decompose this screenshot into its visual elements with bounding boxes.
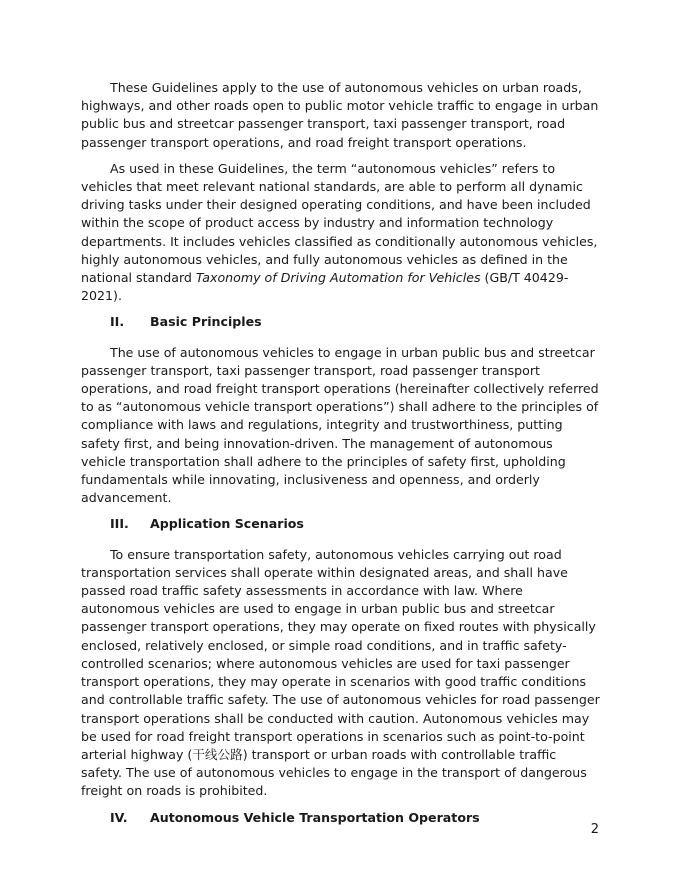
standard-title: Taxonomy of Driving Automation for Vehicles: [195, 270, 481, 286]
definition-paragraph: [81, 160, 601, 306]
section-title: Autonomous Vehicle Transportation Operators: [150, 809, 480, 825]
basic-principles-paragraph: The use of autonomous vehicles to engage in urban public bus and streetcar passenger transport, taxi passenger transport, road passenger transport operations, and road freight transport operations (hereinafter collectively referred to as “autonomous vehicle transport operations”) shall adhere to the principles of compliance with laws and regulations, integrity and trustworthiness, putting safety first, and being innovation-driven. The management of autonomous vehicle transportation shall adhere to the principles of safety first, upholding fundamentals while innovating, inclusiveness and openness, and orderly advancement.: [81, 344, 599, 506]
section-number: II.: [110, 314, 125, 330]
section-number: IV.: [110, 809, 128, 825]
application-scenarios-paragraph: To ensure transportation safety, autonomous vehicles carrying out road transportation services shall operate within designated areas, and shall have passed road traffic safety assessments in accordance with law. Where autonomous vehicles are used to engage in urban public bus and streetcar passenger transport operations, they may operate on fixed routes with physically enclosed, relatively enclosed, or simple road conditions, and in traffic safety-controlled scenarios; where autonomous vehicles are used for taxi passenger transport operations, they may operate in scenarios with good traffic conditions and controllable traffic safety. The use of autonomous vehicles for road passenger transport operations shall be conducted with caution. Autonomous vehicles may be used for road freight transport operations in scenarios such as point-to-point arterial highway (干线公路) transport or urban roads with controllable traffic safety. The use of autonomous vehicles to engage in the transport of dangerous freight on roads is prohibited.: [81, 546, 600, 799]
section-heading-basic-principles: [110, 313, 601, 331]
section-heading-operators: [110, 809, 601, 827]
page-number: 2: [590, 822, 599, 837]
scope-paragraph: These Guidelines apply to the use of autonomous vehicles on urban roads, highways, and other roads open to public motor vehicle traffic to engage in urban public bus and streetcar passenger transport, taxi passenger transport, road passenger transport operations, and road freight transport operations.: [81, 80, 599, 150]
section-number: III.: [110, 516, 129, 532]
definition-text-before: As used in these Guidelines, the term “autonomous vehicles” refers to vehicles that meet relevant national standards, are able to perform all dynamic driving tasks under their designed operating conditions, and have been included within the scope of product access by industry and information technology departments. It includes vehicles classified as conditionally autonomous vehicles, highly autonomous vehicles, and fully autonomous vehicles as defined in the national standard: [81, 160, 598, 286]
section-heading-application-scenarios: [110, 515, 601, 533]
section-title: Basic Principles: [150, 314, 262, 330]
section-title: Application Scenarios: [150, 516, 304, 532]
document-page: [81, 79, 601, 839]
definition-text-after: (GB/T 40429-2021).: [81, 270, 569, 304]
